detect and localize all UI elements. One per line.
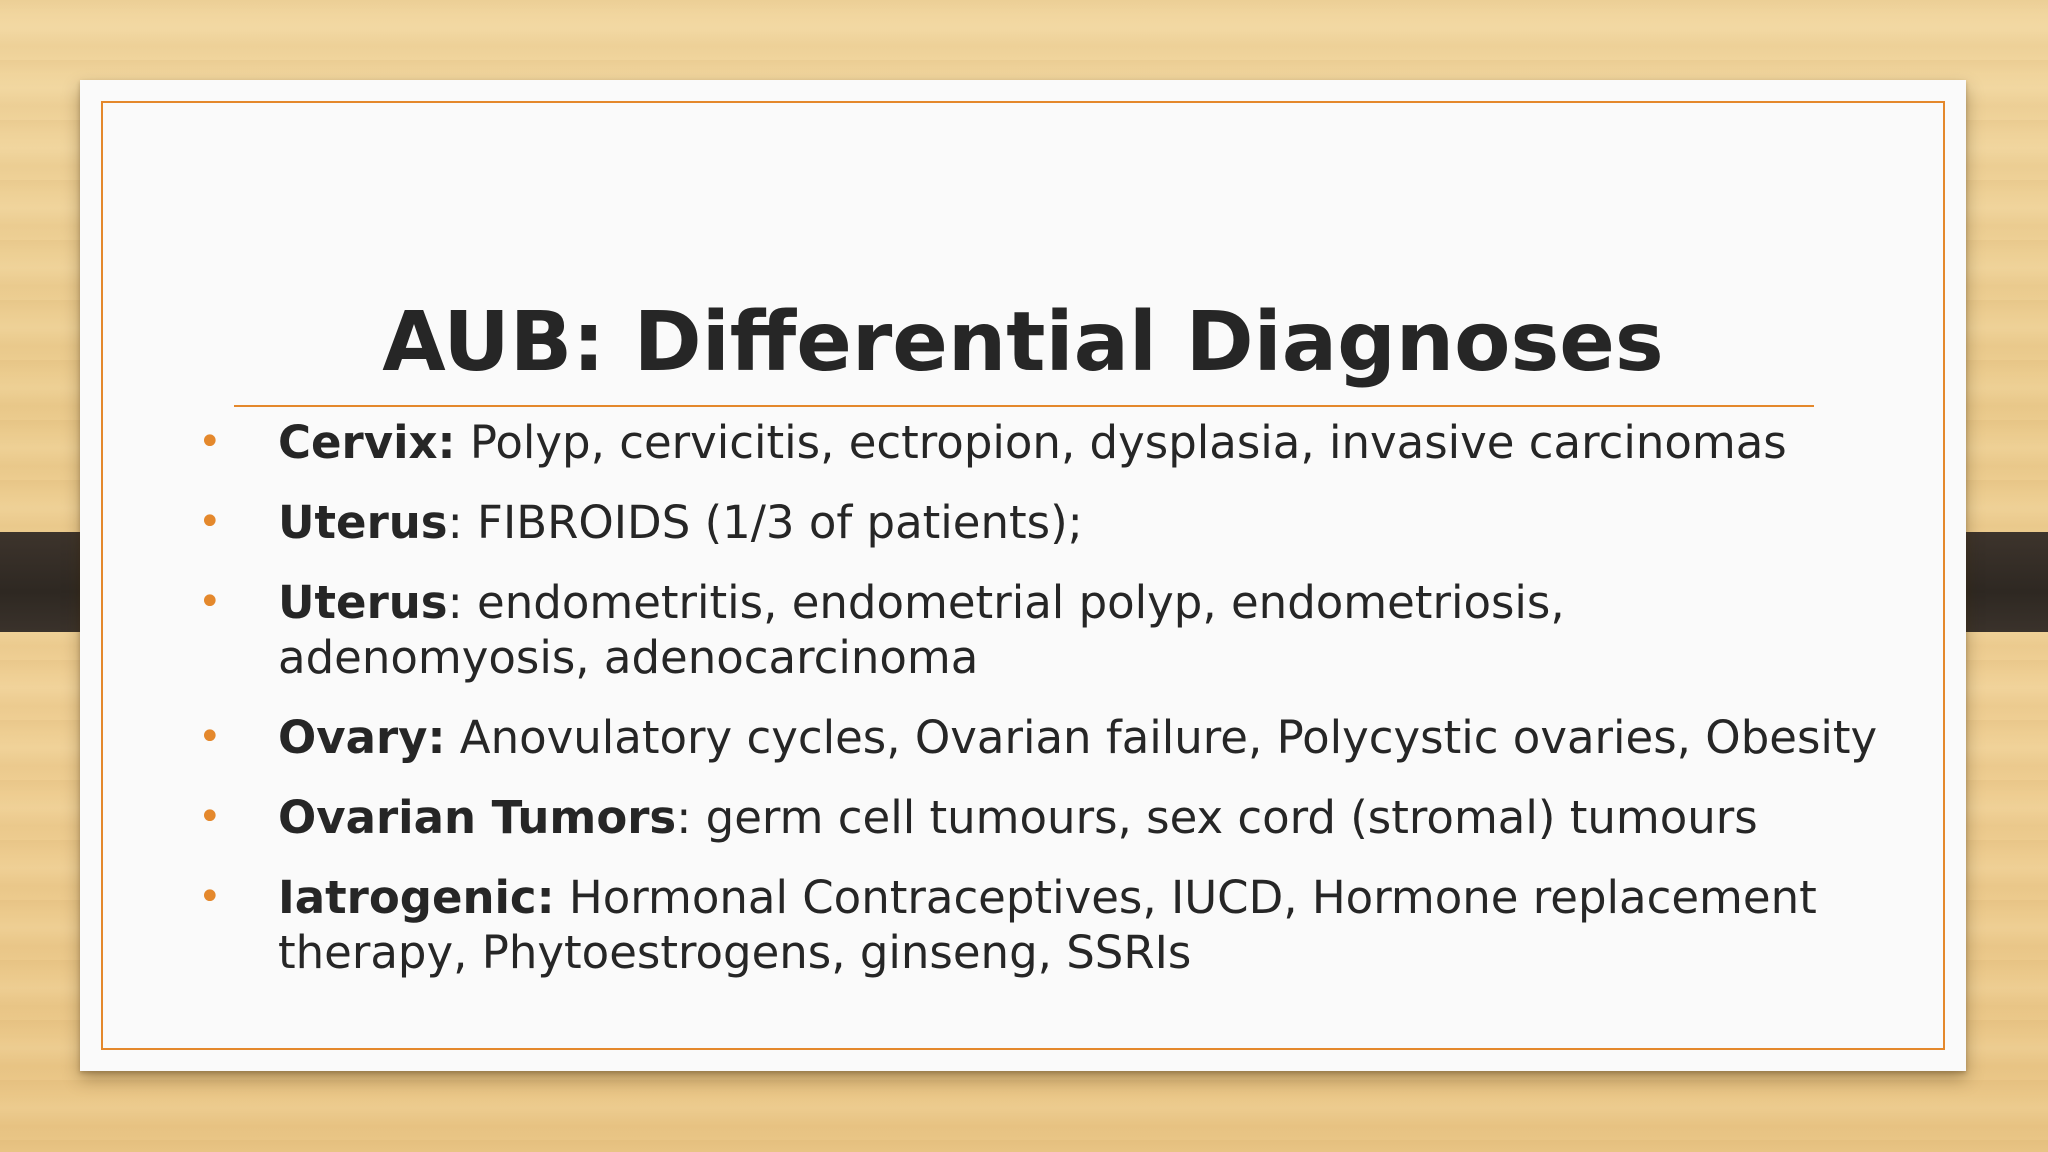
bullet-list	[198, 415, 1878, 1005]
title-divider	[234, 405, 1814, 407]
bullet-lead: Cervix:	[278, 416, 456, 469]
bullet-text: Anovulatory cycles, Ovarian failure, Polycystic ovaries, Obesity	[445, 711, 1878, 764]
bullet-text: : germ cell tumours, sex cord (stromal) tumours	[676, 791, 1758, 844]
bullet-item-uterus-other	[198, 575, 1878, 685]
bullet-dot-icon: •	[198, 579, 222, 625]
bullet-text: Hormonal Contraceptives, IUCD, Hormone replacement therapy, Phytoestrogens, ginseng, SSRIs	[278, 871, 1817, 979]
bullet-text: : endometritis, endometrial polyp, endometriosis, adenomyosis, adenocarcinoma	[278, 576, 1565, 684]
bullet-dot-icon: •	[198, 499, 222, 545]
bullet-dot-icon: •	[198, 419, 222, 465]
bullet-item-uterus-fibroids	[198, 495, 1878, 550]
bullet-dot-icon: •	[198, 874, 222, 920]
bullet-dot-icon: •	[198, 714, 222, 760]
bullet-item-iatrogenic	[198, 870, 1878, 980]
bullet-lead: Ovarian Tumors	[278, 791, 677, 844]
bullet-text: : FIBROIDS (1/3 of patients);	[447, 496, 1083, 549]
bullet-item-ovarian-tumors	[198, 790, 1878, 845]
bullet-lead: Uterus	[278, 496, 448, 549]
slide-card	[80, 80, 1966, 1071]
bullet-lead: Uterus	[278, 576, 448, 629]
bullet-text: Polyp, cervicitis, ectropion, dysplasia, invasive carcinomas	[455, 416, 1787, 469]
bullet-lead: Iatrogenic:	[278, 871, 555, 924]
bullet-item-ovary	[198, 710, 1878, 765]
bullet-lead: Ovary:	[278, 711, 446, 764]
bullet-item-cervix	[198, 415, 1878, 470]
slide-title: AUB: Differential Diagnoses	[382, 295, 1664, 390]
bullet-dot-icon: •	[198, 794, 222, 840]
